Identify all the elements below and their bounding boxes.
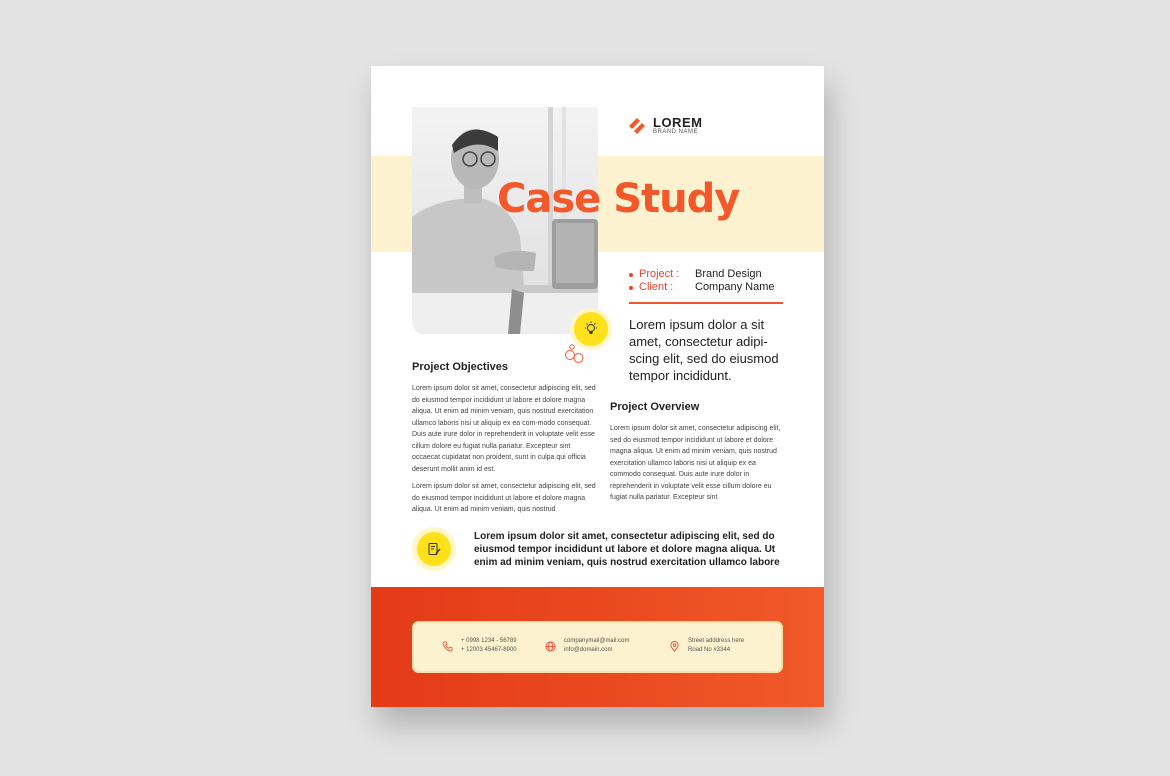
globe-icon xyxy=(545,641,556,652)
meta-key-project: Project : xyxy=(639,268,680,280)
phone-number-2: + 12003 45467-8900 xyxy=(461,647,517,653)
brand-logo-icon xyxy=(627,116,647,136)
lead-text: Lorem ipsum dolor a sit amet, consectetur adipi-scing elit, sed do eiusmod tempor incididunt. xyxy=(629,317,779,383)
callout-text: Lorem ipsum dolor sit amet, consectetur adipiscing elit, sed do eiusmod tempor incididunt ut labore et dolore magna aliqua. Ut enim ad minim veniam, quis nostrud exercitation ullamco labore xyxy=(474,531,780,568)
meta-value-project: Brand Design xyxy=(695,268,762,280)
objectives-para-2: Lorem ipsum dolor sit amet, consectetur adipiscing elit, sed do eiusmod tempor incididunt ut labore et dolore magna aliqua. Ut enim ad minim veniam, quis nostrud xyxy=(412,483,596,513)
lightbulb-icon xyxy=(583,321,599,337)
overview-body: Lorem ipsum dolor sit amet, consectetur adipiscing elit, sed do eiusmod tempor incididunt ut labore et dolore magna aliqua. Ut enim ad minim veniam, quis nostrud exercitation ullamco laboris nisi ut aliquip ex ea commodo consequat. Duis aute irure dolor in reprehenderit in voluptate velit esse cillum dolore eu fugiat nulla pariatur. Excepteur sint xyxy=(610,425,781,501)
address-line-2: Road No #3344 xyxy=(688,647,731,653)
location-pin-icon xyxy=(669,641,680,652)
contact-card xyxy=(412,621,783,673)
bullet-dot xyxy=(629,286,633,290)
brand-tagline: BRAND NAME xyxy=(653,129,699,135)
lightbulb-badge xyxy=(574,312,608,346)
page-title: Case Study xyxy=(497,176,740,222)
brand-logo xyxy=(627,116,702,136)
note-badge xyxy=(417,532,451,566)
email-address-1: companymail@mail.com xyxy=(564,638,630,644)
objectives-body xyxy=(412,383,597,516)
case-study-flyer xyxy=(371,66,824,707)
meta-key-client: Client : xyxy=(639,281,674,293)
address-line-1: Street adddress here xyxy=(688,638,745,644)
meta-row-client xyxy=(629,281,774,294)
footer-band xyxy=(371,587,824,707)
meta-divider xyxy=(629,302,783,304)
objectives-heading: Project Objectives xyxy=(412,361,508,373)
overview-heading: Project Overview xyxy=(610,401,700,413)
phone-number-1: + 0998 1234 - 56789 xyxy=(461,638,517,644)
brand-name: LOREM xyxy=(653,115,703,130)
project-meta xyxy=(629,268,774,294)
cream-band-left xyxy=(371,156,413,252)
meta-row-project xyxy=(629,268,774,281)
meta-value-client: Company Name xyxy=(695,281,775,293)
decor-circles xyxy=(564,343,586,365)
note-edit-icon xyxy=(427,542,441,556)
email-address-2: info@domain.com xyxy=(564,647,613,653)
phone-icon xyxy=(442,641,453,652)
contact-address xyxy=(669,637,744,655)
objectives-para-1: Lorem ipsum dolor sit amet, consectetur adipiscing elit, sed do eiusmod tempor incididunt ut labore et dolore magna aliqua. Ut enim ad minim veniam, quis nostrud exercitation ullamco laboris nisi ut aliquip ex ea com-modo consequat. Duis aute irure dolor in reprehenderit in voluptate velit esse cillum dolore eu fugiat nulla pariatur. Excepteur sint occaecat cupidatat non proident, sunt in culpa qui officia deserunt mollit anim id est. xyxy=(412,385,596,473)
bullet-dot xyxy=(629,273,633,277)
contact-email xyxy=(545,637,629,655)
contact-phone xyxy=(442,637,517,655)
